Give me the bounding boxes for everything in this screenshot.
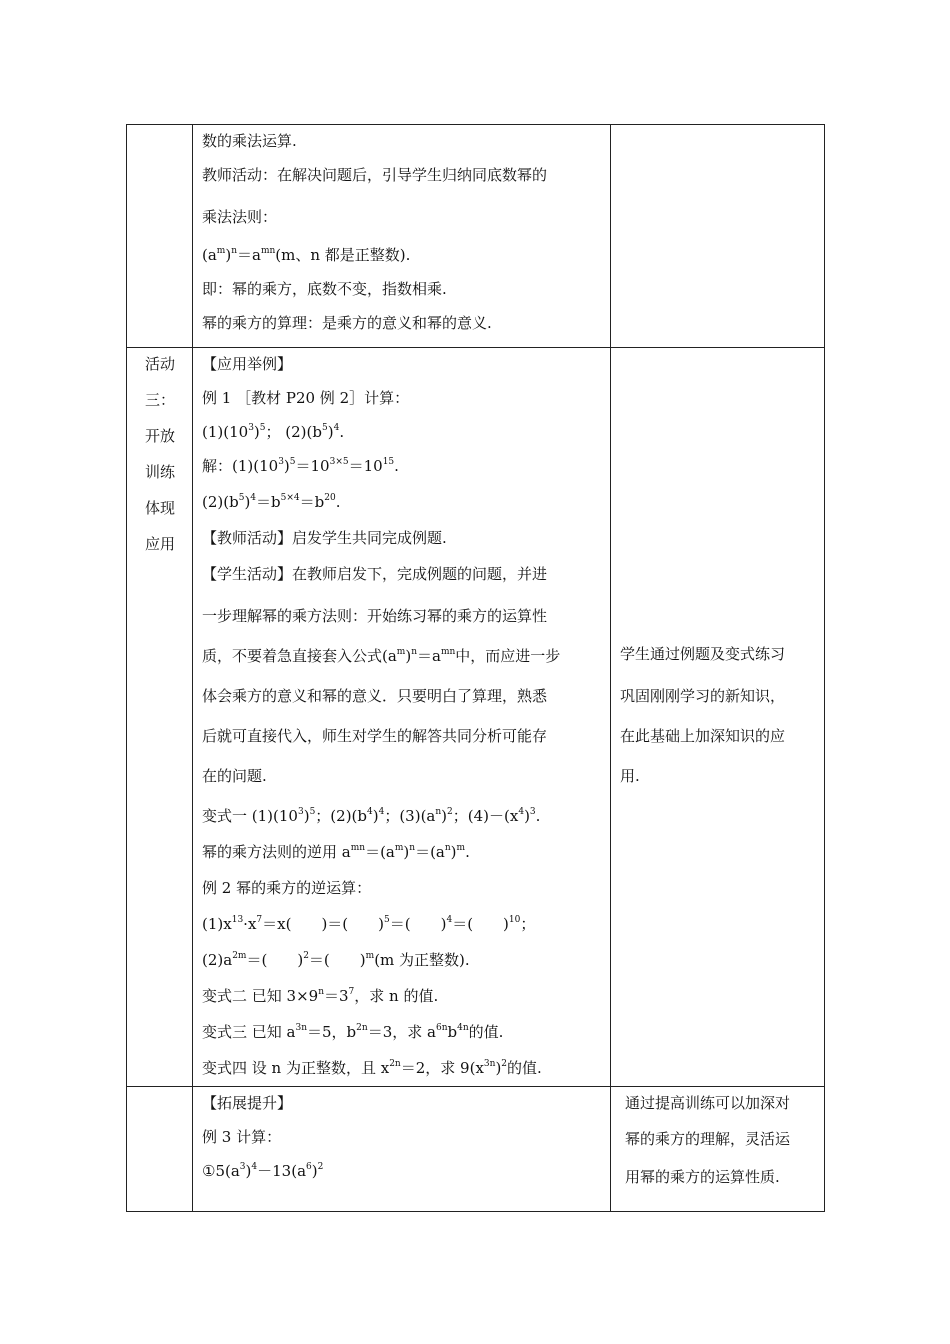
row1-side-cell (127, 125, 193, 348)
lesson-plan-table (126, 124, 825, 1212)
content-line: 变式四 设 n 为正整数，且 $x^{2n}=2$，求 $9(x^{3n})^2$的值. (202, 1059, 542, 1077)
content-line: 变式一 $(1)(10^3)^5$；$(2)(b^4)^4$；$(3)(a^n)^2$；$(4)-(x^4)^3$. (202, 807, 541, 825)
design-intent-cell (611, 348, 825, 1087)
application-examples-cell (193, 348, 611, 1087)
content-line: $(a^m)^n=a^{mn}(m$、n 都是正整数). (202, 246, 411, 264)
section-heading: 【拓展提升】 (202, 1094, 293, 1112)
note-line: 用幂的乘方的运算性质. (625, 1168, 780, 1186)
content-line: 【教师活动】启发学生共同完成例题. (202, 529, 447, 547)
note-line: 用. (620, 767, 640, 785)
activity-label: 体现 (145, 499, 176, 517)
content-line: 质，不要着急直接套入公式$(a^m)^n=a^{mn}$中，而应进一步 (202, 647, 561, 665)
content-line: $(2)(b^5)^4=b^{5\times 4}=b^{20}$. (202, 493, 341, 511)
activity-label: 应用 (145, 535, 176, 553)
content-line: 一步理解幂的乘方法则：开始练习幂的乘方的运算性 (202, 607, 548, 625)
activity-label: 训练 (145, 463, 176, 481)
content-line: 解：$(1)(10^3)^5=10^{3\times 5}=10^{15}$. (202, 457, 399, 475)
content-line: 【学生活动】在教师启发下，完成例题的问题，并进 (202, 565, 548, 583)
content-line: 教师活动：在解决问题后，引导学生归纳同底数幂的 (202, 166, 548, 184)
table-row (127, 1087, 825, 1212)
content-line: 例 2 幂的乘方的逆运算： (202, 879, 372, 897)
content-line: 体会乘方的意义和幂的意义．只要明白了算理，熟悉 (202, 687, 548, 705)
content-line: $①5(a^3)^4-13(a^6)^2$ (202, 1162, 324, 1180)
content-line: 在的问题. (202, 767, 267, 785)
content-line: $(1)(10^3)^5$； $(2)(b^5)^4$. (202, 423, 345, 441)
content-line: 幂的乘方法则的逆用 $a^{mn}=(a^m)^n=(a^n)^m$. (202, 843, 470, 861)
activity-label: 三： (145, 391, 176, 409)
content-line: 变式三 已知 $a^{3n}=5$，$b^{2n}=3$，求 $a^{6n}b^{4n}$的值. (202, 1023, 504, 1041)
content-line: 数的乘法运算. (202, 132, 297, 150)
content-line: 即：幂的乘方，底数不变，指数相乘. (202, 280, 447, 298)
row1-note-cell (611, 125, 825, 348)
activity-label-cell (127, 348, 193, 1087)
section-heading: 【应用举例】 (202, 355, 293, 373)
content-line: 乘法法则： (202, 208, 278, 226)
note-line: 巩固刚刚学习的新知识， (620, 687, 786, 705)
content-line: 例 1 ［教材 P20 例 2］计算： (202, 389, 410, 407)
content-line: 变式二 已知 $3\times 9^n=3^7$，求 n 的值. (202, 987, 439, 1005)
note-line: 学生通过例题及变式练习 (620, 645, 786, 663)
content-line: 例 3 计算： (202, 1128, 282, 1146)
content-line: $(1)x^{13}\cdot x^7=x$( )＝( )$^5$＝( )$^4$＝( )$^{10}$； (202, 915, 536, 933)
activity-label: 活动 (145, 355, 176, 373)
table-row (127, 125, 825, 348)
content-line: 幂的乘方的算理：是乘方的意义和幂的意义. (202, 314, 492, 332)
extension-note-cell (611, 1087, 825, 1212)
content-line: $(2)a^{2m}=$( )$^2$＝( )$^m$(m 为正整数). (202, 951, 470, 969)
content-line: 后就可直接代入，师生对学生的解答共同分析可能存 (202, 727, 548, 745)
activity-label: 开放 (145, 427, 176, 445)
note-line: 在此基础上加深知识的应 (620, 727, 786, 745)
row3-side-cell (127, 1087, 193, 1212)
table-row (127, 348, 825, 1087)
note-line: 幂的乘方的理解，灵活运 (625, 1130, 791, 1148)
extension-cell (193, 1087, 611, 1212)
note-line: 通过提高训练可以加深对 (625, 1094, 791, 1112)
row1-content-cell (193, 125, 611, 348)
